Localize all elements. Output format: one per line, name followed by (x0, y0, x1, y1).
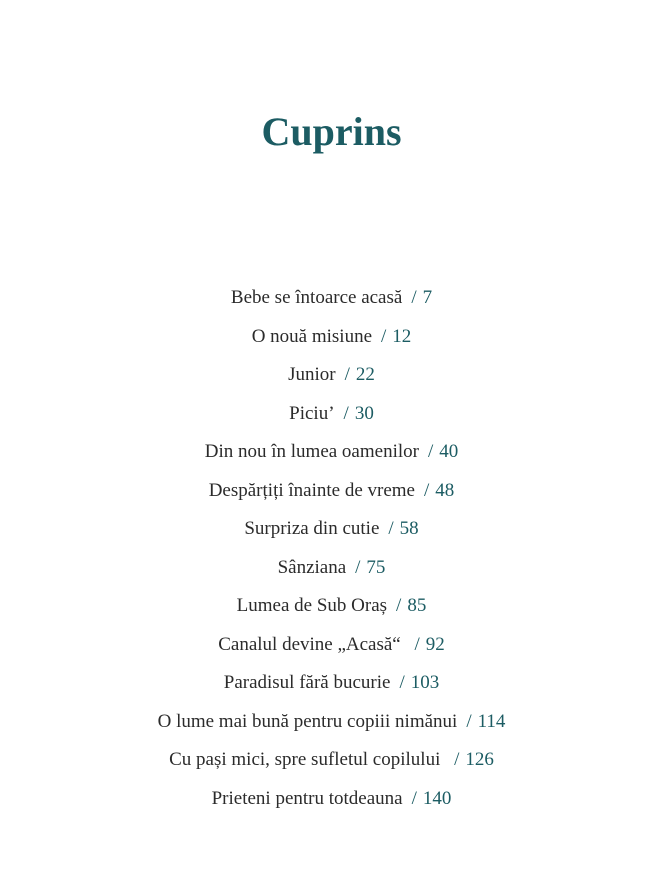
toc-separator: / (424, 479, 430, 501)
toc-entry-title: O lume mai bună pentru copiii nimănui (157, 710, 458, 732)
toc-separator: / (427, 441, 434, 462)
toc-entry (0, 356, 647, 395)
toc-separator: / (466, 710, 472, 732)
toc-page-number: 75 (366, 556, 386, 578)
toc-page-number: 126 (465, 749, 494, 770)
toc-separator: / (399, 672, 405, 693)
toc-entry-title: Despărțiți înainte de vreme (208, 479, 415, 501)
toc-page-number: 30 (354, 402, 374, 424)
toc-page-number: 103 (410, 672, 440, 693)
toc-entry (0, 664, 647, 703)
toc-entry (0, 279, 647, 318)
toc-entry (0, 780, 647, 819)
toc-page-number: 48 (435, 479, 455, 501)
toc-separator: / (414, 633, 420, 655)
toc-separator: / (343, 402, 349, 424)
toc-separator: / (411, 787, 417, 809)
toc-separator: / (344, 364, 350, 385)
toc-entry-title: Junior (288, 364, 336, 385)
toc-entry (0, 318, 647, 357)
toc-entry (0, 703, 647, 742)
toc-page-number: 85 (407, 595, 427, 616)
toc-entry (0, 433, 647, 472)
toc-separator: / (355, 556, 361, 578)
toc-entry-title: O nouă misiune (251, 325, 373, 347)
toc-entry-title: Canalul devine „Acasă“ (218, 633, 406, 655)
toc-entry-title: Bebe se întoarce acasă (230, 287, 403, 308)
toc-separator: / (388, 518, 394, 539)
toc-page-number: 12 (392, 325, 412, 347)
toc-entry-title: Piciu’ (289, 402, 335, 424)
toc-list (0, 279, 647, 818)
toc-page-number: 7 (422, 287, 433, 308)
toc-entry-title: Prieteni pentru totdeauna (211, 787, 403, 809)
toc-page-number: 114 (477, 710, 506, 732)
toc-entry (0, 395, 647, 434)
toc-entry (0, 741, 647, 780)
toc-entry (0, 626, 647, 665)
toc-page-number: 92 (425, 633, 445, 655)
toc-separator: / (381, 325, 387, 347)
toc-entry-title: Sânziana (277, 556, 347, 578)
toc-entry-title: Lumea de Sub Oraș (236, 595, 388, 616)
toc-separator: / (411, 287, 417, 308)
toc-entry (0, 472, 647, 511)
toc-page-number: 58 (399, 518, 419, 539)
toc-entry-title: Din nou în lumea oamenilor (204, 441, 419, 462)
toc-page-number: 140 (422, 787, 452, 809)
page-title: Cuprins (261, 109, 402, 154)
toc-entry-title: Paradisul fără bucurie (223, 672, 391, 693)
toc-separator: / (396, 595, 402, 616)
toc-separator: / (454, 749, 460, 770)
toc-entry-title: Surpriza din cutie (244, 518, 380, 539)
toc-entry (0, 587, 647, 626)
toc-page-number: 22 (355, 364, 375, 385)
toc-entry-title: Cu pași mici, spre sufletul copilului (169, 749, 446, 770)
toc-entry (0, 549, 647, 588)
toc-entry (0, 510, 647, 549)
toc-page-number: 40 (439, 441, 459, 462)
